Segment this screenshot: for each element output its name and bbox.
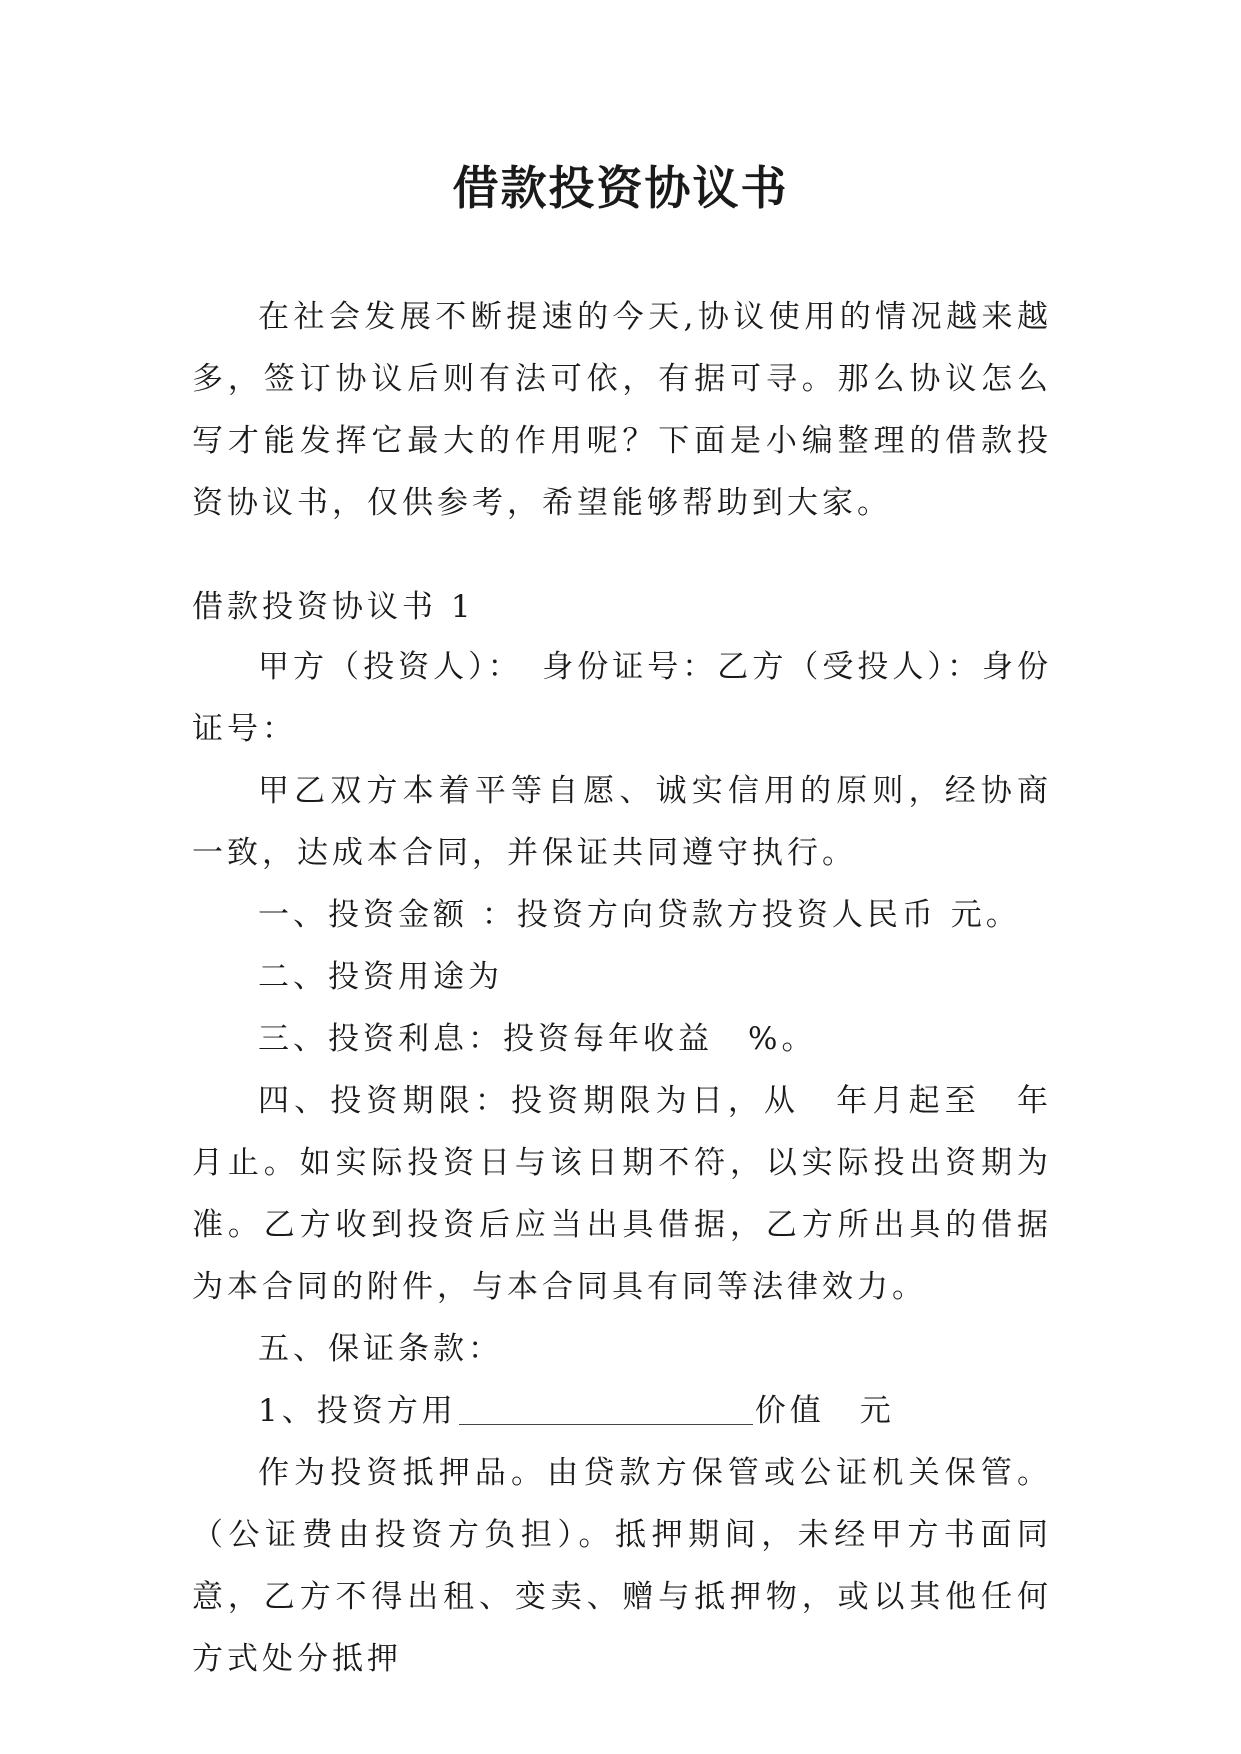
fill-in-blank bbox=[459, 1394, 753, 1425]
clause-2: 二、投资用途为 bbox=[258, 959, 503, 995]
clause-1: 一、投资金额 ：投资方向贷款方投资人民币 元。 bbox=[258, 897, 1021, 933]
clause-5-1-prefix: 1、投资方用 bbox=[258, 1393, 457, 1429]
clause-5-1-body: 作为投资抵押品。由贷款方保管或公证机关保管。（公证费由投资方负担）。抵押期间，未经甲方书面同意，乙方不得出租、变卖、赠与抵押物，或以其他任何方式处分抵押 bbox=[192, 1455, 1052, 1677]
clause-5-1-suffix: 价值 元 bbox=[754, 1393, 895, 1429]
parties-paragraph: 甲方（投资人）： 身份证号：乙方（受投人）：身份证号： bbox=[192, 649, 1052, 747]
intro-section bbox=[192, 286, 1052, 534]
preamble-paragraph: 甲乙双方本着平等自愿、诚实信用的原则，经协商一致，达成本合同，并保证共同遵守执行。 bbox=[192, 773, 1052, 871]
contract-body bbox=[192, 636, 1052, 1690]
intro-paragraph: 在社会发展不断提速的今天,协议使用的情况越来越多，签订协议后则有法可依，有据可寻。那么协议怎么写才能发挥它最大的作用呢？下面是小编整理的借款投资协议书，仅供参考，希望能够帮助到大家。 bbox=[192, 299, 1052, 521]
clause-4: 四、投资期限：投资期限为日，从 年月起至 年月止。如实际投资日与该日期不符，以实际投出资期为准。乙方收到投资后应当出具借据，乙方所出具的借据为本合同的附件，与本合同具有同等法律效力。 bbox=[192, 1083, 1052, 1305]
clause-5-1-line bbox=[192, 1380, 1052, 1442]
section-title: 借款投资协议书 1 bbox=[192, 589, 475, 625]
clause-5: 五、保证条款： bbox=[258, 1331, 503, 1367]
document-title: 借款投资协议书 bbox=[452, 161, 789, 215]
clause-3: 三、投资利息：投资每年收益 %。 bbox=[258, 1021, 817, 1057]
